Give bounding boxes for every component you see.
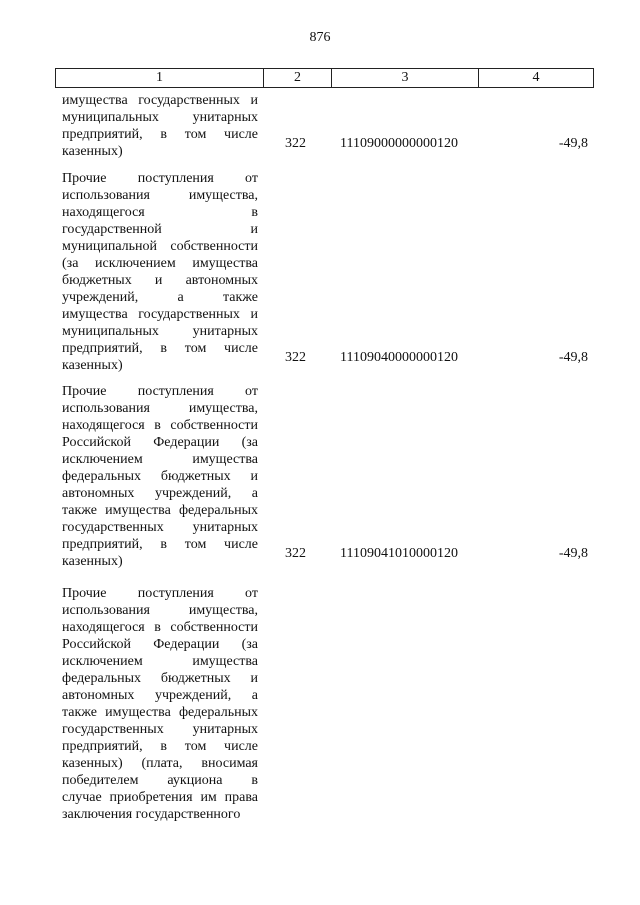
- row-kbk: 11109040000000120: [340, 350, 458, 365]
- row-name: [62, 585, 258, 823]
- row-name-line: Прочие поступления от: [62, 586, 258, 601]
- row-name-line: использования имущества,: [62, 603, 258, 618]
- row-name-line: Прочие поступления от: [62, 171, 258, 186]
- row-name-line: (за исключением имущества: [62, 256, 258, 271]
- row-amount: -49,8: [558, 136, 588, 151]
- row-name-line: случае приобретения им права: [62, 790, 258, 805]
- row-name-line: федеральных бюджетных и: [62, 469, 258, 484]
- row-code: 322: [285, 136, 306, 151]
- header-col-2: 2: [264, 69, 332, 87]
- row-name-line: муниципальных унитарных: [62, 110, 258, 125]
- row-name-line: предприятий, в том числе: [62, 341, 258, 356]
- row-name: [62, 383, 258, 570]
- row-name: [62, 170, 258, 374]
- row-name-line: учреждений, а также: [62, 290, 258, 305]
- row-name-line: Российской Федерации (за: [62, 435, 258, 450]
- row-name-line: имущества государственных и: [62, 93, 258, 108]
- table-header: [55, 68, 594, 88]
- row-name-line: находящегося в собственности: [62, 620, 258, 635]
- row-name-line: Прочие поступления от: [62, 384, 258, 399]
- row-name-line: также имущества федеральных: [62, 705, 258, 720]
- row-kbk: 11109041010000120: [340, 546, 458, 561]
- row-name-line: автономных учреждений, а: [62, 486, 258, 501]
- page-number: 876: [309, 30, 331, 45]
- row-name-line: государственных унитарных: [62, 722, 258, 737]
- row-name-line: казенных): [62, 144, 123, 159]
- row-name-line: использования имущества,: [62, 401, 258, 416]
- row-amount: -49,8: [558, 546, 588, 561]
- header-col-3: 3: [332, 69, 479, 87]
- row-kbk: 11109000000000120: [340, 136, 458, 151]
- row-name-line: исключением имущества: [62, 654, 258, 669]
- row-name-line: государственных унитарных: [62, 520, 258, 535]
- row-name-line: находящегося в собственности: [62, 418, 258, 433]
- row-name-line: муниципальной собственности: [62, 239, 258, 254]
- row-name-line: имущества государственных и: [62, 307, 258, 322]
- row-name-line: автономных учреждений, а: [62, 688, 258, 703]
- row-name-line: предприятий, в том числе: [62, 537, 258, 552]
- row-name-line: казенных): [62, 554, 123, 569]
- row-code: 322: [285, 350, 306, 365]
- row-name-line: казенных): [62, 358, 123, 373]
- row-name-line: казенных) (плата, вносимая: [62, 756, 258, 771]
- row-name-line: также имущества федеральных: [62, 503, 258, 518]
- row-name-line: победителем аукциона в: [62, 773, 258, 788]
- header-col-4: 4: [479, 69, 594, 87]
- row-name-line: предприятий, в том числе: [62, 127, 258, 142]
- row-name-line: заключения государственного: [62, 807, 241, 822]
- row-name-line: муниципальных унитарных: [62, 324, 258, 339]
- row-name-line: федеральных бюджетных и: [62, 671, 258, 686]
- header-col-1: 1: [56, 69, 264, 87]
- row-name-line: бюджетных и автономных: [62, 273, 258, 288]
- row-code: 322: [285, 546, 306, 561]
- row-name-line: находящегося в: [62, 205, 258, 220]
- row-name-line: государственной и: [62, 222, 258, 237]
- row-name-line: предприятий, в том числе: [62, 739, 258, 754]
- row-amount: -49,8: [558, 350, 588, 365]
- row-name-line: исключением имущества: [62, 452, 258, 467]
- row-name-line: Российской Федерации (за: [62, 637, 258, 652]
- row-name-line: использования имущества,: [62, 188, 258, 203]
- row-name: [62, 92, 258, 160]
